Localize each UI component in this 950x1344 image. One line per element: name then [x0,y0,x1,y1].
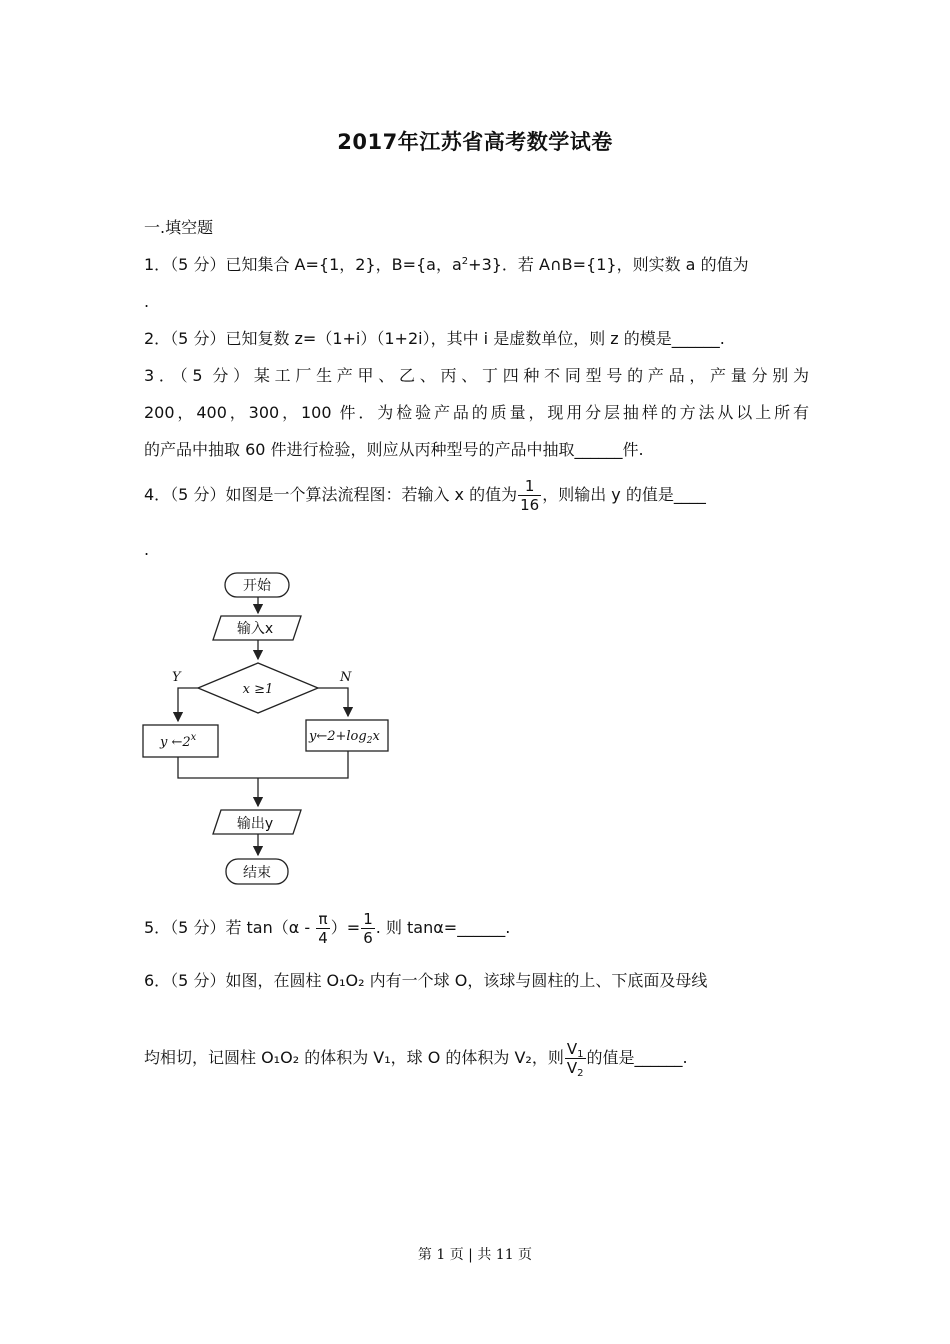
section-heading: 一.填空题 [144,218,214,237]
flow-no-process-end: x [372,729,380,744]
q5-fraction-2 [361,910,375,947]
flow-yes-process-text: y ←2 [160,735,191,750]
q6-denominator-sub: 2 [577,1068,584,1079]
flow-yes-process-sup: x [190,732,197,743]
page-title: 2017年江苏省高考数学试卷 [337,130,613,154]
q5-text-suffix: . 则 tanα=______. [375,918,511,937]
q1-text-suffix: +3}．若 A∩B={1}，则实数 a 的值为 [468,255,749,274]
page-footer: 第 1 页 | 共 11 页 [417,1247,533,1263]
q5-fraction-1-numerator: π [316,910,330,929]
q5-fraction-2-denominator: 6 [363,929,373,947]
question-6-line-1: 6．（5 分）如图，在圆柱 O₁O₂ 内有一个球 O，该球与圆柱的上、下底面及母线 [144,971,708,990]
question-3-line-3: 的产品中抽取 60 件进行检验，则应从丙种型号的产品中抽取______件. [144,440,644,459]
q1-text-prefix: 1．（5 分）已知集合 A={1，2}，B={a，a [144,255,462,274]
flow-start-label: 开始 [243,578,271,594]
q5-fraction-2-numerator: 1 [363,910,373,928]
question-5 [144,909,809,947]
q6-fraction-denominator [565,1059,586,1077]
flow-end-label: 结束 [243,865,271,881]
q1-continuation: . [144,292,150,311]
q4-continuation: . [144,540,150,559]
flow-output-label: 输出y [236,816,274,832]
flow-no-process-text: y←2+log [309,729,367,744]
q5-fraction-1-denominator: 4 [318,929,328,947]
question-2: 2．（5 分）已知复数 z=（1+i）（1+2i），其中 i 是虚数单位，则 z 的模是______. [144,329,725,348]
flow-input-label: 输入x [236,621,274,637]
q1-exponent: 2 [461,256,469,267]
flow-no-label: N [340,670,352,685]
q6-text-suffix: 的值是______. [586,1048,688,1067]
q5-text-prefix: 5．（5 分）若 tan（α - [144,918,316,937]
q6-numerator-sub: 1 [577,1049,584,1060]
q6-fraction-numerator [565,1040,586,1059]
question-6-line-2 [144,1038,809,1078]
flow-yes-label: Y [172,670,181,685]
q6-numerator-base: V [566,1040,578,1058]
question-3-line-2: 200，400，300，100 件．为检验产品的质量，现用分层抽样的方法从以上所有 [144,403,809,422]
q4-fraction-numerator: 1 [518,477,541,496]
q4-text-prefix: 4．（5 分）如图是一个算法流程图：若输入 x 的值为 [144,485,518,504]
q5-text-mid: ）= [330,918,361,937]
q6-denominator-base: V [566,1059,578,1077]
question-3-line-1: 3．（5 分）某工厂生产甲、乙、丙、丁四种不同型号的产品，产量分别为 [144,366,809,385]
q4-text-suffix: ，则输出 y 的值是____ [542,485,706,504]
q6-text-prefix: 均相切，记圆柱 O₁O₂ 的体积为 V₁，球 O 的体积为 V₂，则 [144,1048,564,1067]
q5-fraction-1 [316,910,330,947]
q4-fraction-denominator: 16 [520,496,540,514]
flow-no-process-sub: 2 [366,736,373,746]
q6-fraction [565,1040,586,1077]
flow-condition-label: x ≥1 [242,682,274,697]
